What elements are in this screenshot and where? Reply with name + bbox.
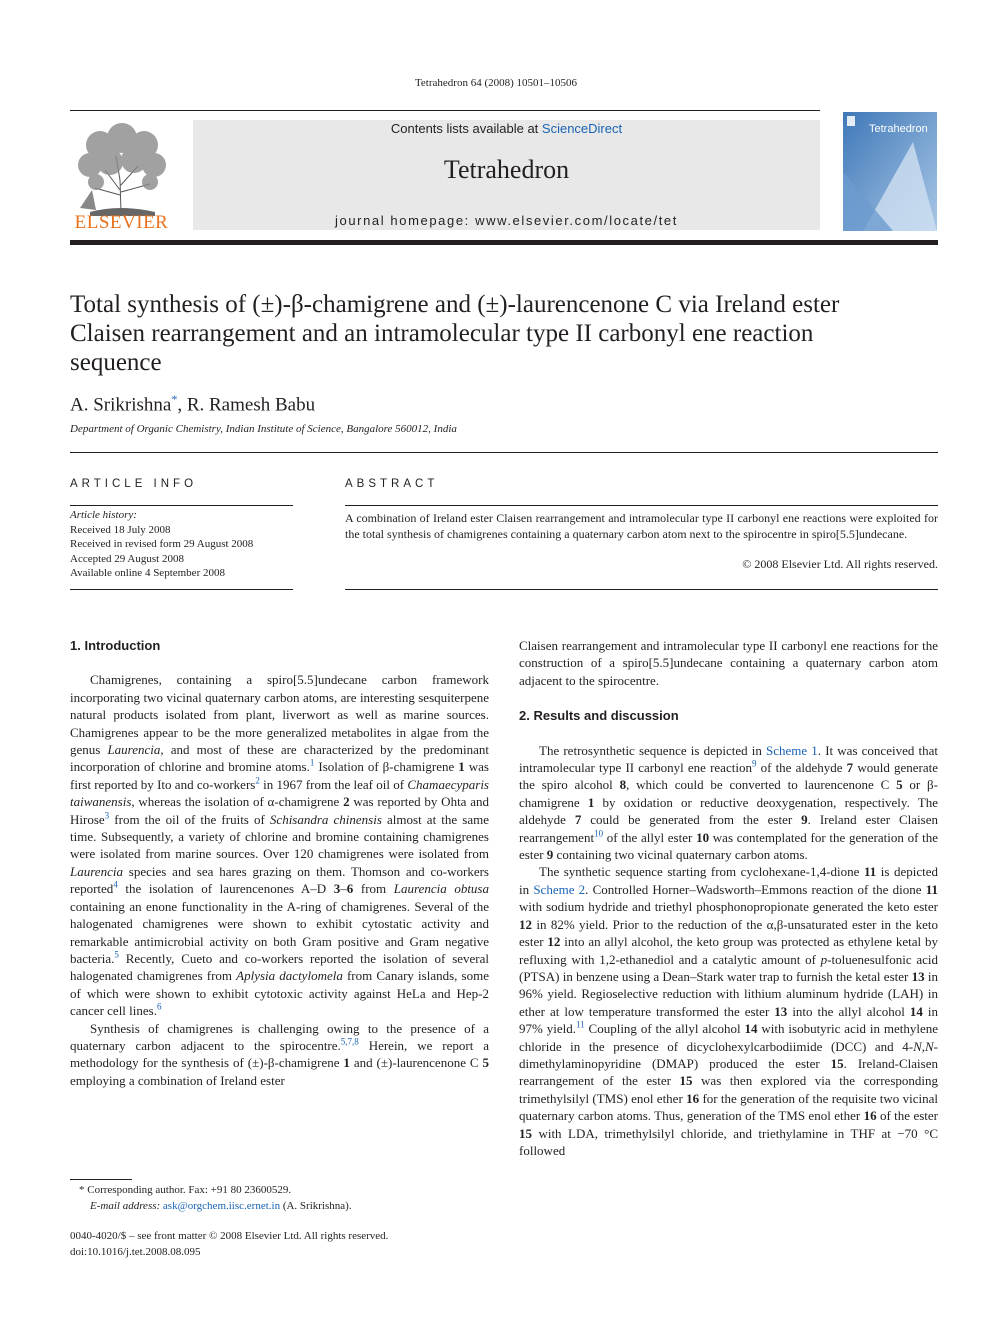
abstract-rule-top <box>345 505 938 506</box>
journal-reference: Tetrahedron 64 (2008) 10501–10506 <box>414 77 578 89</box>
header-top-rule <box>70 110 820 111</box>
accepted-date: Accepted 29 August 2008 <box>70 552 184 565</box>
journal-title: Tetrahedron <box>443 155 570 184</box>
contents-line <box>193 121 820 136</box>
received-date: Received 18 July 2008 <box>70 523 171 536</box>
footnote <box>70 1183 352 1214</box>
doi-line[interactable]: doi:10.1016/j.tet.2008.08.095 <box>70 1245 201 1258</box>
article-info-rule-bottom <box>70 589 293 590</box>
journal-homepage-link[interactable]: journal homepage: www.elsevier.com/locate/tet <box>335 213 678 228</box>
article-history <box>70 508 253 581</box>
results-paragraph-1: The retrosynthetic sequence is depicted in Scheme 1. It was conceived that intramolecular type II carbonyl ene reaction$^9$ of the aldehyde 7 would generate the spiro alcohol 8, which could be converted to laurencenone C 5 or β-chamigrene 1 by oxidation or reductive deoxygenation, respectively. The aldehyde 7 could be generated from the ester 9. Ireland ester Claisen rearrangement$^{10}$ of the allyl ester 10 was contemplated for the generation of the ester 9 containing two vicinal quaternary carbon atoms. <box>519 742 939 863</box>
author-list <box>70 392 315 416</box>
corresponding-author-note: * Corresponding author. Fax: +91 80 23600529. <box>79 1184 292 1196</box>
author-srikrishna[interactable]: A. Srikrishna <box>70 394 172 416</box>
intro-paragraph-1: Chamigrenes, containing a spiro[5.5]undecane carbon framework incorporating two vicinal quaternary carbon atoms, are interesting sesquiterpene natural products isolated from plant, liverwort as well as marine sources. Chamigrenes appear to be the more generalized metabolites in algae from the genus Laurencia, and most of these are characterized by the predominant incorporation of chlorine and bromine atoms.$^1$ Isolation of β-chamigrene 1 was first reported by Ito and co-workers$^2$ in 1967 from the leaf oil of Chamaecyparis taiwanensis, whereas the isolation of α-chamigrene 2 was reported by Ohta and Hirose$^3$ from the oil of the fruits of Schisandra chinensis almost at the same time. Subsequently, a variety of chlorine and bromine containing chamigrenes were isolated from marine sources. Over 120 chamigrenes were isolated from Laurencia species and sea hares grazing on them. Thomson and co-workers reported$^4$ the isolation of laurencenones A–D 3–6 from Laurencia obtusa containing an enone functionality in the A-ring of chamigrenes. Several of the halogenated chamigrenes were shown to exhibit cytostatic activity and remarkable antimicrobial activity on both Gram positive and Gram negative bacteria.$^5$ Recently, Cueto and co-workers reported the isolation of several halogenated chamigrenes from Aplysia dactylomela from Canary islands, some of which were shown to exhibit cytotoxic activity against HeLa and Hep-2 cancer cell lines.$^6$ <box>70 672 490 1019</box>
scheme-1-link[interactable]: Scheme 1 <box>766 742 818 758</box>
abstract-heading: ABSTRACT <box>345 478 439 490</box>
issn-line: 0040-4020/$ – see front matter © 2008 Elsevier Ltd. All rights reserved. <box>70 1230 389 1242</box>
intro-paragraph-2: Synthesis of chamigrenes is challenging owing to the presence of a quaternary carbon adjacent to the spirocentre.$^{5,7,8}$ Herein, we report a methodology for the synthesis of (±)-β-chamigrene 1 and (±)-laurencenone C 5 employing a combination of Ireland ester <box>70 1020 489 1088</box>
revised-date: Received in revised form 29 August 2008 <box>70 538 254 551</box>
email-suffix: (A. Srikrishna). <box>280 1199 352 1212</box>
abstract-text: A combination of Ireland ester Claisen rearrangement and intramolecular type II carbonyl ene reactions were exploited for the total synthesis of chamigrenes containing a quaternary carbon atom next to the spirocentre in spiro[5.5]undecane. <box>345 511 938 541</box>
author-ramesh-babu[interactable]: R. Ramesh Babu <box>186 394 316 416</box>
body-column-left <box>70 637 489 1089</box>
results-heading: 2. Results and discussion <box>519 708 679 724</box>
article-info-rule-top <box>70 505 293 506</box>
footnote-rule <box>70 1179 132 1180</box>
online-date: Available online 4 September 2008 <box>70 567 225 580</box>
front-matter <box>70 1229 388 1260</box>
abstract-copyright: © 2008 Elsevier Ltd. All rights reserved. <box>742 557 938 571</box>
journal-cover-image <box>843 112 937 231</box>
body-column-right <box>519 637 938 1159</box>
introduction-heading: 1. Introduction <box>70 638 161 653</box>
title-block-rule <box>70 452 938 453</box>
email-link[interactable]: ask@orgchem.iisc.ernet.in <box>162 1199 281 1212</box>
contents-prefix: Contents lists available at <box>390 121 542 136</box>
email-note <box>70 1199 352 1215</box>
header-bottom-rule <box>70 240 938 245</box>
article-info-heading: ARTICLE INFO <box>70 478 198 490</box>
intro-paragraph-2-cont: Claisen rearrangement and intramolecular type II carbonyl ene reactions for the construction of a spiro[5.5]undecane containing a quaternary carbon atom adjacent to the spirocentre. <box>519 638 938 688</box>
email-label: E-mail address: <box>90 1199 163 1212</box>
results-paragraph-2: The synthetic sequence starting from cyclohexane-1,4-dione 11 is depicted in Scheme 2. Controlled Horner–Wadsworth–Emmons reaction of the dione 11 with sodium hydride and triethyl phosphonopropionate generated the keto ester 12 in 82% yield. Prior to the reduction of the α,β-unsaturated ester in the keto ester 12 into an allyl alcohol, the keto group was protected as ethylene ketal by refluxing with 1,2-ethanediol and a catalytic amount of p-toluenesulfonic acid (PTSA) in benzene using a Dean–Stark water trap to furnish the ketal ester 13 in 96% yield. Regioselective reduction with lithium aluminum hydride (LAH) in ether at low temperature transformed the ester 13 into the allyl alcohol 14 in 97% yield.$^{11}$ Coupling of the allyl alcohol 14 with isobutyric acid in methylene chloride in the presence of dicyclohexylcarbodiimide (DCC) and 4-N,N-dimethylaminopyridine (DMAP) produced the ester 15. Ireland-Claisen rearrangement of the ester 15 was then explored via the corresponding trimethylsilyl (TMS) enol ether 16 for the generation of the requisite two vicinal quaternary carbon atoms. Thus, generation of the TMS enol ether 16 of the ester 15 with LDA, trimethylsilyl chloride, and triethylamine in THF at −70 °C followed <box>519 864 938 1158</box>
affiliation: Department of Organic Chemistry, Indian Institute of Science, Bangalore 560012, India <box>70 423 457 435</box>
elsevier-wordmark: ELSEVIER <box>74 212 169 233</box>
article-title: Total synthesis of (±)-β-chamigrene and (±)-laurencenone C via Ireland ester Claisen rearrangement and an intramolecular type II carbonyl ene reaction sequence <box>70 291 840 376</box>
corresponding-author-marker[interactable]: * <box>171 392 178 406</box>
history-label: Article history: <box>70 509 137 521</box>
abstract-rule-bottom <box>345 589 938 590</box>
cover-title: Tetrahedron <box>869 123 928 135</box>
sciencedirect-link[interactable]: ScienceDirect <box>541 121 623 136</box>
author-separator: , <box>177 394 187 416</box>
scheme-2-link[interactable]: Scheme 2 <box>533 881 586 897</box>
